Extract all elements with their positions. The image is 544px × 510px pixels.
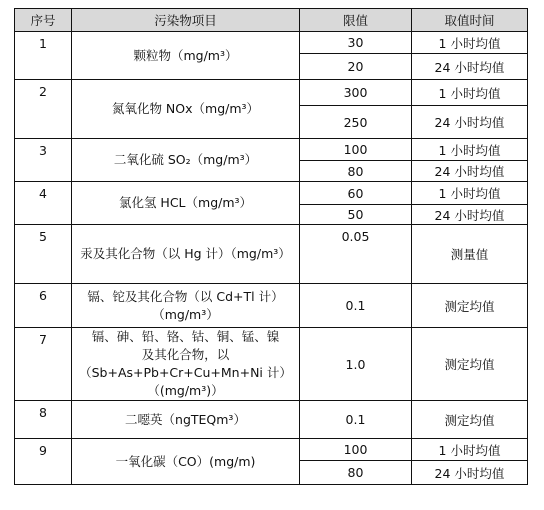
header-time: 取值时间 <box>412 9 528 32</box>
averaging-time: 1 小时均值 <box>412 439 528 461</box>
table-row <box>15 439 528 461</box>
pollutant-name-line: （Sb+As+Pb+Cr+Cu+Mn+Ni 计） <box>79 365 292 380</box>
averaging-time: 测定均值 <box>412 401 528 439</box>
averaging-time: 1 小时均值 <box>412 80 528 106</box>
averaging-time: 24 小时均值 <box>412 161 528 182</box>
averaging-time: 测定均值 <box>412 284 528 328</box>
table-row <box>15 139 528 161</box>
limit-value: 100 <box>300 139 412 161</box>
pollutant-name: 汞及其化合物（以 Hg 计）（mg/m³） <box>72 225 300 284</box>
limit-value: 1.0 <box>300 328 412 401</box>
limit-value: 50 <box>300 205 412 225</box>
pollutant-name: 二噁英（ngTEQm³） <box>72 401 300 439</box>
limit-value: 300 <box>300 80 412 106</box>
averaging-time: 24 小时均值 <box>412 205 528 225</box>
limit-value: 30 <box>300 32 412 54</box>
pollutant-name-line: 镉、砷、铅、铬、钴、铜、锰、镍 <box>91 329 280 344</box>
pollutant-name <box>72 284 300 328</box>
row-number: 3 <box>15 139 72 182</box>
table-row <box>15 80 528 106</box>
pollutant-name: 氯化氢 HCL（mg/m³） <box>72 182 300 225</box>
header-limit: 限值 <box>300 9 412 32</box>
averaging-time: 1 小时均值 <box>412 139 528 161</box>
limit-value: 80 <box>300 461 412 485</box>
table-row <box>15 182 528 205</box>
table-header-row <box>15 9 528 32</box>
limit-value: 0.05 <box>300 225 412 284</box>
pollutant-name-line: （mg/m³） <box>152 306 219 322</box>
pollutant-name: 颗粒物（mg/m³） <box>72 32 300 80</box>
pollutant-name-line: 及其化合物，以 <box>141 347 230 362</box>
limit-value: 0.1 <box>300 401 412 439</box>
row-number: 9 <box>15 439 72 485</box>
limit-value: 80 <box>300 161 412 182</box>
averaging-time: 测定均值 <box>412 328 528 401</box>
table-row <box>15 284 528 328</box>
limit-value: 100 <box>300 439 412 461</box>
averaging-time: 测量值 <box>412 225 528 284</box>
limit-value: 250 <box>300 106 412 139</box>
limit-value: 60 <box>300 182 412 205</box>
row-number: 8 <box>15 401 72 439</box>
limit-value: 0.1 <box>300 284 412 328</box>
row-number: 7 <box>15 328 72 401</box>
pollutant-name <box>72 328 300 401</box>
pollutant-name: 一氧化碳（CO）(mg/m) <box>72 439 300 485</box>
row-number: 4 <box>15 182 72 225</box>
pollutant-limits-table <box>14 8 528 485</box>
pollutant-name: 二氧化硫 SO₂（mg/m³） <box>72 139 300 182</box>
pollutant-name-line: 镉、铊及其化合物（以 Cd+Tl 计） <box>87 288 284 304</box>
header-no: 序号 <box>15 9 72 32</box>
row-number: 1 <box>15 32 72 80</box>
averaging-time: 1 小时均值 <box>412 182 528 205</box>
table-row <box>15 32 528 54</box>
pollutant-name: 氮氧化物 NOx（mg/m³） <box>72 80 300 139</box>
pollutant-name-line: （(mg/m³)） <box>147 383 224 398</box>
table-row <box>15 225 528 284</box>
header-item: 污染物项目 <box>72 9 300 32</box>
averaging-time: 24 小时均值 <box>412 461 528 485</box>
averaging-time: 24 小时均值 <box>412 54 528 80</box>
row-number: 5 <box>15 225 72 284</box>
limit-value: 20 <box>300 54 412 80</box>
averaging-time: 1 小时均值 <box>412 32 528 54</box>
table-row <box>15 328 528 401</box>
table-row <box>15 401 528 439</box>
row-number: 6 <box>15 284 72 328</box>
row-number: 2 <box>15 80 72 139</box>
averaging-time: 24 小时均值 <box>412 106 528 139</box>
